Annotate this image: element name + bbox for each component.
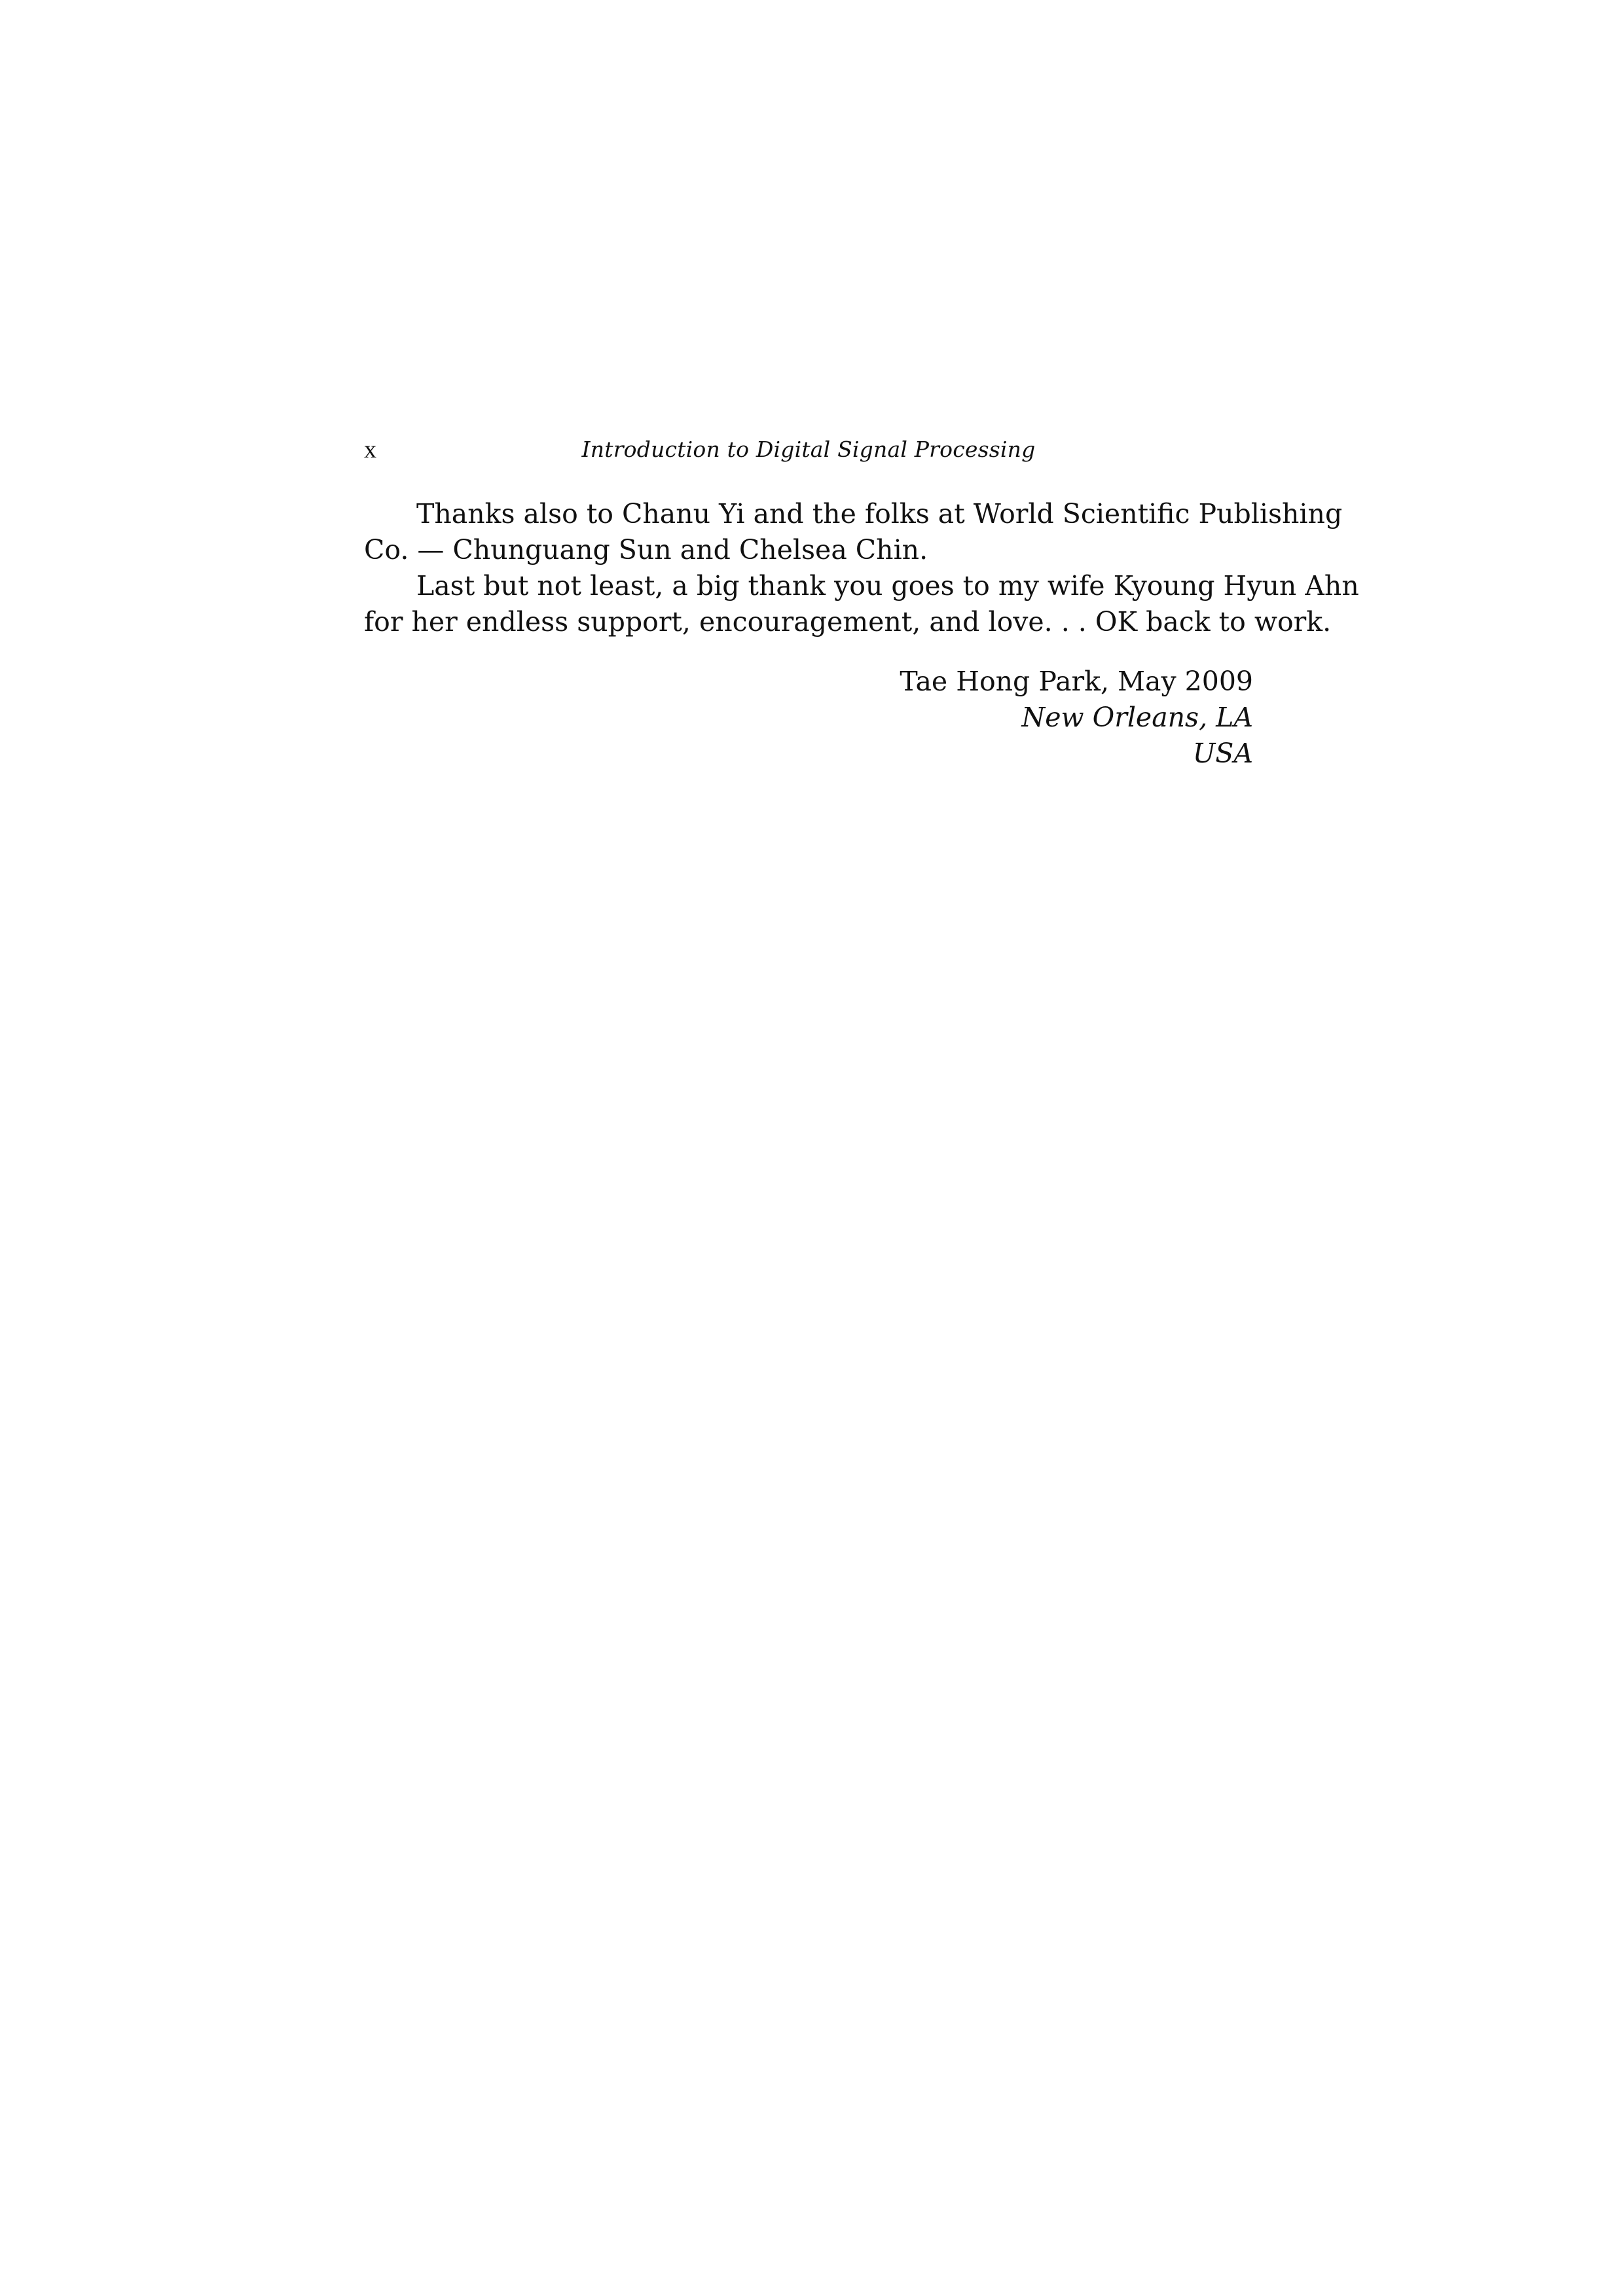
paragraph-line: Thanks also to Chanu Yi and the folks at World Scientific Publishing bbox=[416, 498, 1343, 529]
signature-country: USA bbox=[1192, 738, 1253, 769]
paragraph-line: Last but not least, a big thank you goes to my wife Kyoung Hyun Ahn bbox=[416, 570, 1359, 601]
signature-name-date: Tae Hong Park, May 2009 bbox=[900, 666, 1253, 697]
paragraph-line: Co. — Chunguang Sun and Chelsea Chin. bbox=[364, 534, 928, 565]
signature bbox=[364, 664, 1253, 772]
paragraph-line: for her endless support, encouragement, and love. . . OK back to work. bbox=[364, 606, 1332, 637]
page-number: x bbox=[364, 436, 376, 463]
running-head bbox=[364, 433, 1253, 466]
signature-city: New Orleans, LA bbox=[1021, 702, 1253, 733]
book-title: Introduction to Digital Signal Processing bbox=[581, 437, 1036, 462]
paragraph-thanks bbox=[364, 496, 1343, 568]
paragraph-wife bbox=[364, 568, 1359, 640]
body-text bbox=[364, 496, 1359, 640]
